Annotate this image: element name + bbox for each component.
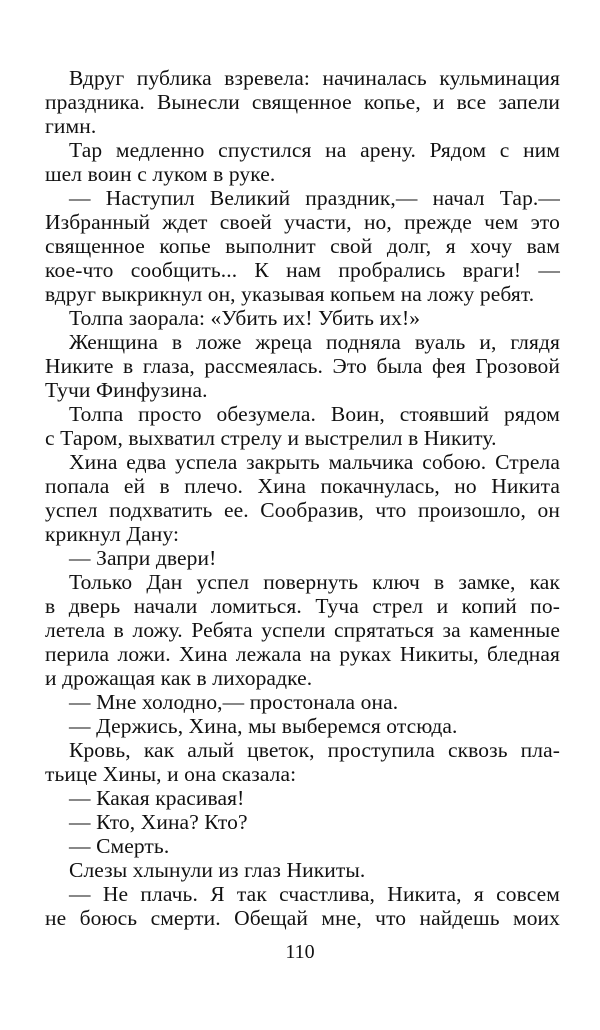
- text-line: в дверь начали ломиться. Туча стрел и копий по-: [45, 594, 560, 618]
- text-line: гимн.: [45, 114, 97, 138]
- text-line: — Кто, Хина? Кто?: [69, 810, 248, 834]
- page-number: 110: [285, 941, 315, 963]
- text-line: тьице Хины, и она сказала:: [45, 762, 297, 786]
- text-line: — Наступил Великий праздник,— начал Тар.—: [69, 186, 560, 210]
- text-line: священное копье выполнит свой долг, я хочу вам: [45, 234, 560, 258]
- text-line: крикнул Дану:: [45, 522, 180, 546]
- text-line: Никите в глаза, рассмеялась. Это была фея Грозовой: [45, 354, 560, 378]
- text-line: Хина едва успела закрыть мальчика собою. Стрела: [69, 450, 560, 474]
- text-line: не боюсь смерти. Обещай мне, что найдешь моих: [45, 906, 560, 930]
- text-line: кое-что сообщить... К нам пробрались враги! —: [45, 258, 560, 282]
- text-line: Толпа заорала: «Убить их! Убить их!»: [69, 306, 421, 330]
- text-line: попала ей в плечо. Хина покачнулась, но Никита: [45, 474, 560, 498]
- text-line: успел подхватить ее. Сообразив, что произошло, он: [45, 498, 560, 522]
- text-line: — Держись, Хина, мы выберемся отсюда.: [69, 714, 458, 738]
- text-line: с Таром, выхватил стрелу и выстрелил в Никиту.: [45, 426, 497, 450]
- text-line: — Запри двери!: [69, 546, 217, 570]
- text-line: Женщина в ложе жреца подняла вуаль и, глядя: [69, 330, 560, 354]
- text-line: шел воин с луком в руке.: [45, 162, 276, 186]
- text-line: летела в ложу. Ребята успели спрятаться за каменные: [45, 618, 560, 642]
- text-line: Избранный ждет своей участи, но, прежде чем это: [45, 210, 560, 234]
- text-line: — Смерть.: [69, 834, 170, 858]
- text-line: Только Дан успел повернуть ключ в замке, как: [69, 570, 560, 594]
- text-line: праздника. Вынесли священное копье, и все запели: [45, 90, 560, 114]
- book-page-text: [45, 66, 560, 930]
- text-line: Тучи Финфузина.: [45, 378, 208, 402]
- text-line: Вдруг публика взревела: начиналась кульминация: [69, 66, 560, 90]
- text-line: перила ложи. Хина лежала на руках Никиты, бледная: [45, 642, 560, 666]
- text-line: вдруг выкрикнул он, указывая копьем на ложу ребят.: [45, 282, 535, 306]
- text-line: Тар медленно спустился на арену. Рядом с ним: [69, 138, 560, 162]
- text-line: и дрожащая как в лихорадке.: [45, 666, 313, 690]
- text-line: — Не плачь. Я так счастлива, Никита, я совсем: [69, 882, 560, 906]
- text-line: Кровь, как алый цветок, проступила сквозь пла-: [69, 738, 560, 762]
- text-line: Слезы хлынули из глаз Никиты.: [69, 858, 366, 882]
- text-line: — Какая красивая!: [69, 786, 245, 810]
- text-line: Толпа просто обезумела. Воин, стоявший рядом: [69, 402, 560, 426]
- text-line: — Мне холодно,— простонала она.: [69, 690, 399, 714]
